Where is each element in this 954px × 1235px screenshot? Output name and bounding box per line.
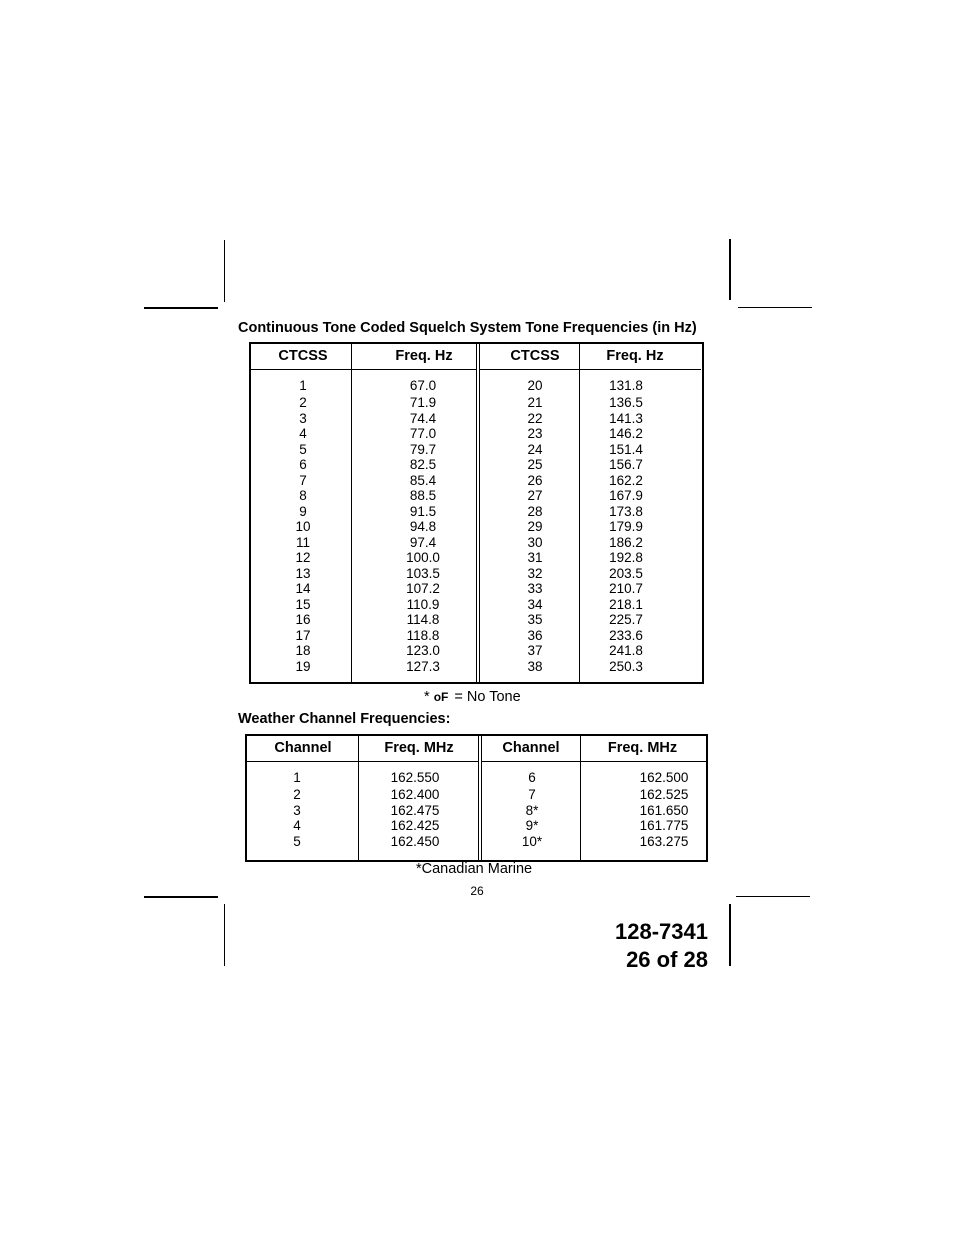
- weather-freq-column: [610, 769, 718, 849]
- header-channel: Channel: [274, 740, 332, 756]
- table-cell: 18: [295, 643, 311, 658]
- header-ctcss: CTCSS: [278, 348, 328, 364]
- page-number: 26: [470, 884, 484, 898]
- crop-mark: [736, 896, 810, 897]
- table-cell: 15: [295, 596, 311, 612]
- table-cell: 32: [527, 565, 543, 581]
- table-cell: 151.4: [609, 441, 643, 457]
- table-cell: 17: [295, 627, 311, 643]
- table-cell: 241.8: [609, 643, 643, 658]
- table-cell: 1: [299, 378, 307, 393]
- table-cell: 35: [527, 612, 543, 627]
- ctcss-code-column: [251, 377, 355, 674]
- table-cell: 21: [527, 395, 543, 410]
- table-cell: 97.4: [409, 534, 437, 550]
- table-cell: 27: [527, 488, 543, 503]
- table-cell: 1: [293, 770, 301, 785]
- table-cell: 167.9: [609, 488, 643, 503]
- table-cell: 250.3: [609, 658, 643, 674]
- table-cell: 9: [299, 503, 307, 519]
- header-freq-mhz: Freq. MHz: [384, 740, 454, 756]
- table-cell: 74.4: [409, 410, 437, 426]
- table-cell: 162.500: [639, 770, 689, 785]
- table-cell: 29: [527, 519, 543, 534]
- table-cell: 141.3: [609, 410, 643, 426]
- table-cell: 3: [299, 410, 307, 426]
- weather-channel-column: [483, 769, 581, 849]
- table-cell: 11: [295, 534, 310, 550]
- table-cell: 103.5: [406, 565, 440, 581]
- header-freq-hz: Freq. Hz: [395, 348, 453, 364]
- table-cell: 210.7: [609, 581, 643, 596]
- table-cell: 77.0: [409, 426, 437, 441]
- crop-mark: [224, 904, 225, 966]
- table-cell: 10: [295, 519, 311, 534]
- table-cell: 31: [527, 550, 543, 565]
- canadian-marine-note: *Canadian Marine: [416, 861, 533, 877]
- table-cell: 233.6: [609, 627, 643, 643]
- ctcss-freq-column: [574, 377, 678, 674]
- header-rule: [247, 761, 478, 762]
- table-cell: 79.7: [409, 441, 437, 457]
- table-cell: 161.775: [639, 818, 689, 833]
- table-cell: 33: [527, 581, 543, 596]
- table-cell: 100.0: [406, 550, 440, 565]
- table-cell: 218.1: [609, 596, 643, 612]
- table-cell: 162.525: [639, 787, 689, 802]
- crop-mark: [224, 240, 225, 302]
- table-cell: 173.8: [609, 503, 643, 519]
- table-cell: 162.425: [390, 818, 440, 833]
- table-cell: 88.5: [409, 488, 437, 503]
- ctcss-table-title: Continuous Tone Coded Squelch System Tone Frequencies (in Hz): [238, 320, 697, 336]
- table-cell: 162.450: [390, 833, 440, 849]
- table-cell: 22: [527, 410, 543, 426]
- header-ctcss: CTCSS: [510, 348, 560, 364]
- table-cell: 107.2: [406, 581, 440, 596]
- table-cell: 186.2: [609, 534, 643, 550]
- table-cell: 163.275: [639, 833, 689, 849]
- table-cell: 85.4: [409, 472, 437, 488]
- table-center-divider: [476, 344, 480, 682]
- weather-table-title: Weather Channel Frequencies:: [238, 711, 451, 727]
- table-cell: 36: [527, 627, 543, 643]
- table-cell: 118.8: [406, 627, 440, 643]
- table-cell: 162.475: [390, 802, 440, 818]
- table-cell: 162.2: [609, 472, 643, 488]
- weather-table: [245, 734, 708, 862]
- table-cell: 14: [295, 581, 311, 596]
- crop-mark: [738, 307, 812, 308]
- table-cell: 38: [527, 658, 543, 674]
- document-number: 128-7341: [615, 919, 708, 944]
- note-star: *: [424, 689, 430, 705]
- ctcss-code-column: [483, 377, 587, 674]
- table-cell: 2: [293, 787, 301, 802]
- table-cell: 26: [527, 472, 543, 488]
- table-cell: 110.9: [406, 596, 440, 612]
- table-cell: 91.5: [409, 503, 437, 519]
- table-cell: 13: [295, 565, 311, 581]
- table-cell: 20: [527, 378, 543, 393]
- table-cell: 8*: [525, 802, 539, 818]
- table-cell: 37: [527, 643, 543, 658]
- table-cell: 24: [527, 441, 543, 457]
- table-cell: 192.8: [609, 550, 643, 565]
- table-cell: 7: [299, 472, 307, 488]
- table-cell: 203.5: [609, 565, 643, 581]
- table-cell: 67.0: [409, 378, 437, 393]
- header-freq-hz: Freq. Hz: [606, 348, 664, 364]
- header-freq-mhz: Freq. MHz: [607, 740, 678, 756]
- table-cell: 127.3: [406, 658, 440, 674]
- table-cell: 25: [527, 457, 543, 472]
- header-channel: Channel: [502, 740, 560, 756]
- table-cell: 8: [299, 488, 307, 503]
- table-cell: 28: [527, 503, 543, 519]
- no-tone-note: [424, 689, 521, 705]
- table-cell: 156.7: [609, 457, 643, 472]
- header-rule: [480, 369, 701, 370]
- crop-mark: [144, 896, 218, 898]
- table-cell: 9*: [525, 818, 539, 833]
- table-cell: 5: [293, 833, 301, 849]
- document-number-block: [560, 918, 708, 974]
- table-cell: 114.8: [406, 612, 440, 627]
- note-text: = No Tone: [454, 689, 521, 705]
- table-cell: 161.650: [639, 802, 689, 818]
- table-cell: 10*: [521, 833, 543, 849]
- table-cell: 6: [528, 770, 536, 785]
- table-cell: 225.7: [609, 612, 643, 627]
- table-cell: 71.9: [409, 395, 437, 410]
- table-cell: 179.9: [609, 519, 643, 534]
- table-cell: 34: [527, 596, 543, 612]
- crop-mark: [144, 307, 218, 309]
- table-cell: 94.8: [409, 519, 437, 534]
- table-cell: 30: [527, 534, 543, 550]
- header-rule: [251, 369, 476, 370]
- table-cell: 136.5: [609, 395, 643, 410]
- table-cell: 146.2: [609, 426, 643, 441]
- table-cell: 16: [295, 612, 311, 627]
- ctcss-table: [249, 342, 704, 684]
- weather-freq-column: [363, 769, 467, 849]
- table-cell: 7: [528, 787, 536, 802]
- crop-mark: [729, 904, 731, 966]
- table-cell: 162.550: [390, 770, 440, 785]
- table-cell: 12: [295, 550, 311, 565]
- ctcss-freq-column: [371, 377, 475, 674]
- table-cell: 4: [299, 426, 307, 441]
- header-rule: [482, 761, 706, 762]
- table-cell: 6: [299, 457, 307, 472]
- note-code: oF: [433, 690, 449, 704]
- table-cell: 23: [527, 426, 543, 441]
- crop-mark: [729, 239, 731, 300]
- table-cell: 2: [299, 395, 307, 410]
- table-cell: 131.8: [609, 378, 643, 393]
- table-cell: 5: [299, 441, 307, 457]
- table-cell: 123.0: [406, 643, 440, 658]
- sheet-count: 26 of 28: [626, 947, 708, 972]
- table-cell: 4: [293, 818, 301, 833]
- table-cell: 3: [293, 802, 301, 818]
- table-cell: 19: [295, 658, 311, 674]
- table-cell: 162.400: [390, 787, 440, 802]
- table-cell: 82.5: [409, 457, 437, 472]
- weather-channel-column: [247, 769, 347, 849]
